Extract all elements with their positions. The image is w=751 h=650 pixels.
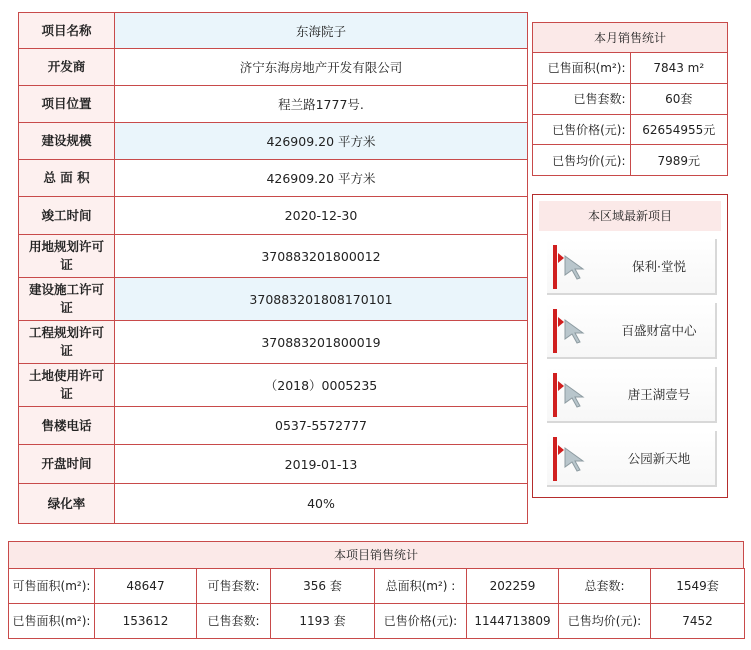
info-label: 竣工时间 <box>19 197 115 235</box>
project-sales-title: 本项目销售统计 <box>8 541 744 569</box>
project-name: 东海院子 <box>115 13 528 49</box>
latest-projects-panel <box>532 194 728 498</box>
monthly-sold-price: 62654955元 <box>630 114 728 145</box>
available-area: 48647 <box>95 569 197 604</box>
sales-label: 已售套数: <box>197 604 271 639</box>
construction-scale: 426909.20 平方米 <box>115 123 528 160</box>
total-units: 1549套 <box>651 569 745 604</box>
info-row-area <box>19 160 528 197</box>
land-planning-permit: 370883201800012 <box>115 235 528 278</box>
latest-project-item[interactable] <box>547 367 717 423</box>
developer-name: 济宁东海房地产开发有限公司 <box>115 49 528 86</box>
cursor-icon <box>561 381 589 409</box>
completion-date: 2020-12-30 <box>115 197 528 235</box>
info-row-phone <box>19 407 528 445</box>
latest-project-name[interactable]: 唐王湖壹号 <box>627 387 691 402</box>
accent-bar <box>553 309 557 353</box>
project-location: 程兰路1777号. <box>115 86 528 123</box>
sales-label: 总面积(m²) : <box>375 569 467 604</box>
project-info-table <box>18 12 528 524</box>
info-row-completion <box>19 197 528 235</box>
info-row-engineering-permit <box>19 321 528 364</box>
construction-permit: 370883201808170101 <box>115 278 528 321</box>
info-label: 项目名称 <box>19 13 115 49</box>
monthly-sales-title: 本月销售统计 <box>533 23 728 53</box>
latest-project-name[interactable]: 公园新天地 <box>627 451 691 466</box>
info-label: 建设规模 <box>19 123 115 160</box>
latest-project-name[interactable]: 百盛财富中心 <box>621 323 697 338</box>
latest-project-name[interactable]: 保利·堂悦 <box>632 259 686 274</box>
info-row-green <box>19 484 528 524</box>
info-row-land-use-permit <box>19 364 528 407</box>
monthly-row <box>533 145 728 176</box>
monthly-label: 已售价格(元): <box>533 114 631 145</box>
engineering-permit: 370883201800019 <box>115 321 528 364</box>
sales-label: 可售套数: <box>197 569 271 604</box>
sales-phone: 0537-5572777 <box>115 407 528 445</box>
cursor-icon <box>561 317 589 345</box>
avg-price: 7452 <box>651 604 745 639</box>
accent-bar <box>553 245 557 289</box>
info-label: 总 面 积 <box>19 160 115 197</box>
info-row-opening <box>19 445 528 484</box>
monthly-label: 已售均价(元): <box>533 145 631 176</box>
accent-bar <box>553 437 557 481</box>
monthly-label: 已售面积(m²): <box>533 53 631 84</box>
info-row-land-permit <box>19 235 528 278</box>
sold-units: 1193 套 <box>271 604 375 639</box>
monthly-row <box>533 83 728 114</box>
total-area: 426909.20 平方米 <box>115 160 528 197</box>
info-row-construction-permit <box>19 278 528 321</box>
gross-area: 202259 <box>467 569 559 604</box>
info-label: 开盘时间 <box>19 445 115 484</box>
info-row-scale <box>19 123 528 160</box>
info-label: 工程规划许可证 <box>19 321 115 364</box>
sold-area: 153612 <box>95 604 197 639</box>
monthly-sales-header-row <box>533 23 728 53</box>
cursor-icon <box>561 253 589 281</box>
project-sales-row <box>9 569 745 604</box>
info-row-developer <box>19 49 528 86</box>
project-sales-row <box>9 604 745 639</box>
monthly-sales-table <box>532 22 728 176</box>
sales-label: 可售面积(m²): <box>9 569 95 604</box>
monthly-label: 已售套数: <box>533 83 631 114</box>
sales-label: 已售均价(元): <box>559 604 651 639</box>
monthly-sold-area: 7843 m² <box>630 53 728 84</box>
greening-rate: 40% <box>115 484 528 524</box>
cursor-icon <box>561 445 589 473</box>
info-label: 售楼电话 <box>19 407 115 445</box>
monthly-sold-units: 60套 <box>630 83 728 114</box>
info-label: 土地使用许可证 <box>19 364 115 407</box>
info-label: 用地规划许可证 <box>19 235 115 278</box>
latest-project-item[interactable] <box>547 431 717 487</box>
opening-date: 2019-01-13 <box>115 445 528 484</box>
info-row-location <box>19 86 528 123</box>
sales-label: 已售面积(m²): <box>9 604 95 639</box>
accent-bar <box>553 373 557 417</box>
sales-label: 总套数: <box>559 569 651 604</box>
info-label: 建设施工许可证 <box>19 278 115 321</box>
info-label: 绿化率 <box>19 484 115 524</box>
latest-projects-title: 本区域最新项目 <box>539 201 721 231</box>
monthly-avg-price: 7989元 <box>630 145 728 176</box>
sold-price: 1144713809 <box>467 604 559 639</box>
monthly-row <box>533 53 728 84</box>
monthly-row <box>533 114 728 145</box>
info-label: 项目位置 <box>19 86 115 123</box>
info-row-name <box>19 13 528 49</box>
land-use-permit: （2018）0005235 <box>115 364 528 407</box>
info-label: 开发商 <box>19 49 115 86</box>
sales-label: 已售价格(元): <box>375 604 467 639</box>
latest-project-item[interactable] <box>547 239 717 295</box>
available-units: 356 套 <box>271 569 375 604</box>
project-sales-table <box>8 568 745 639</box>
latest-project-item[interactable] <box>547 303 717 359</box>
